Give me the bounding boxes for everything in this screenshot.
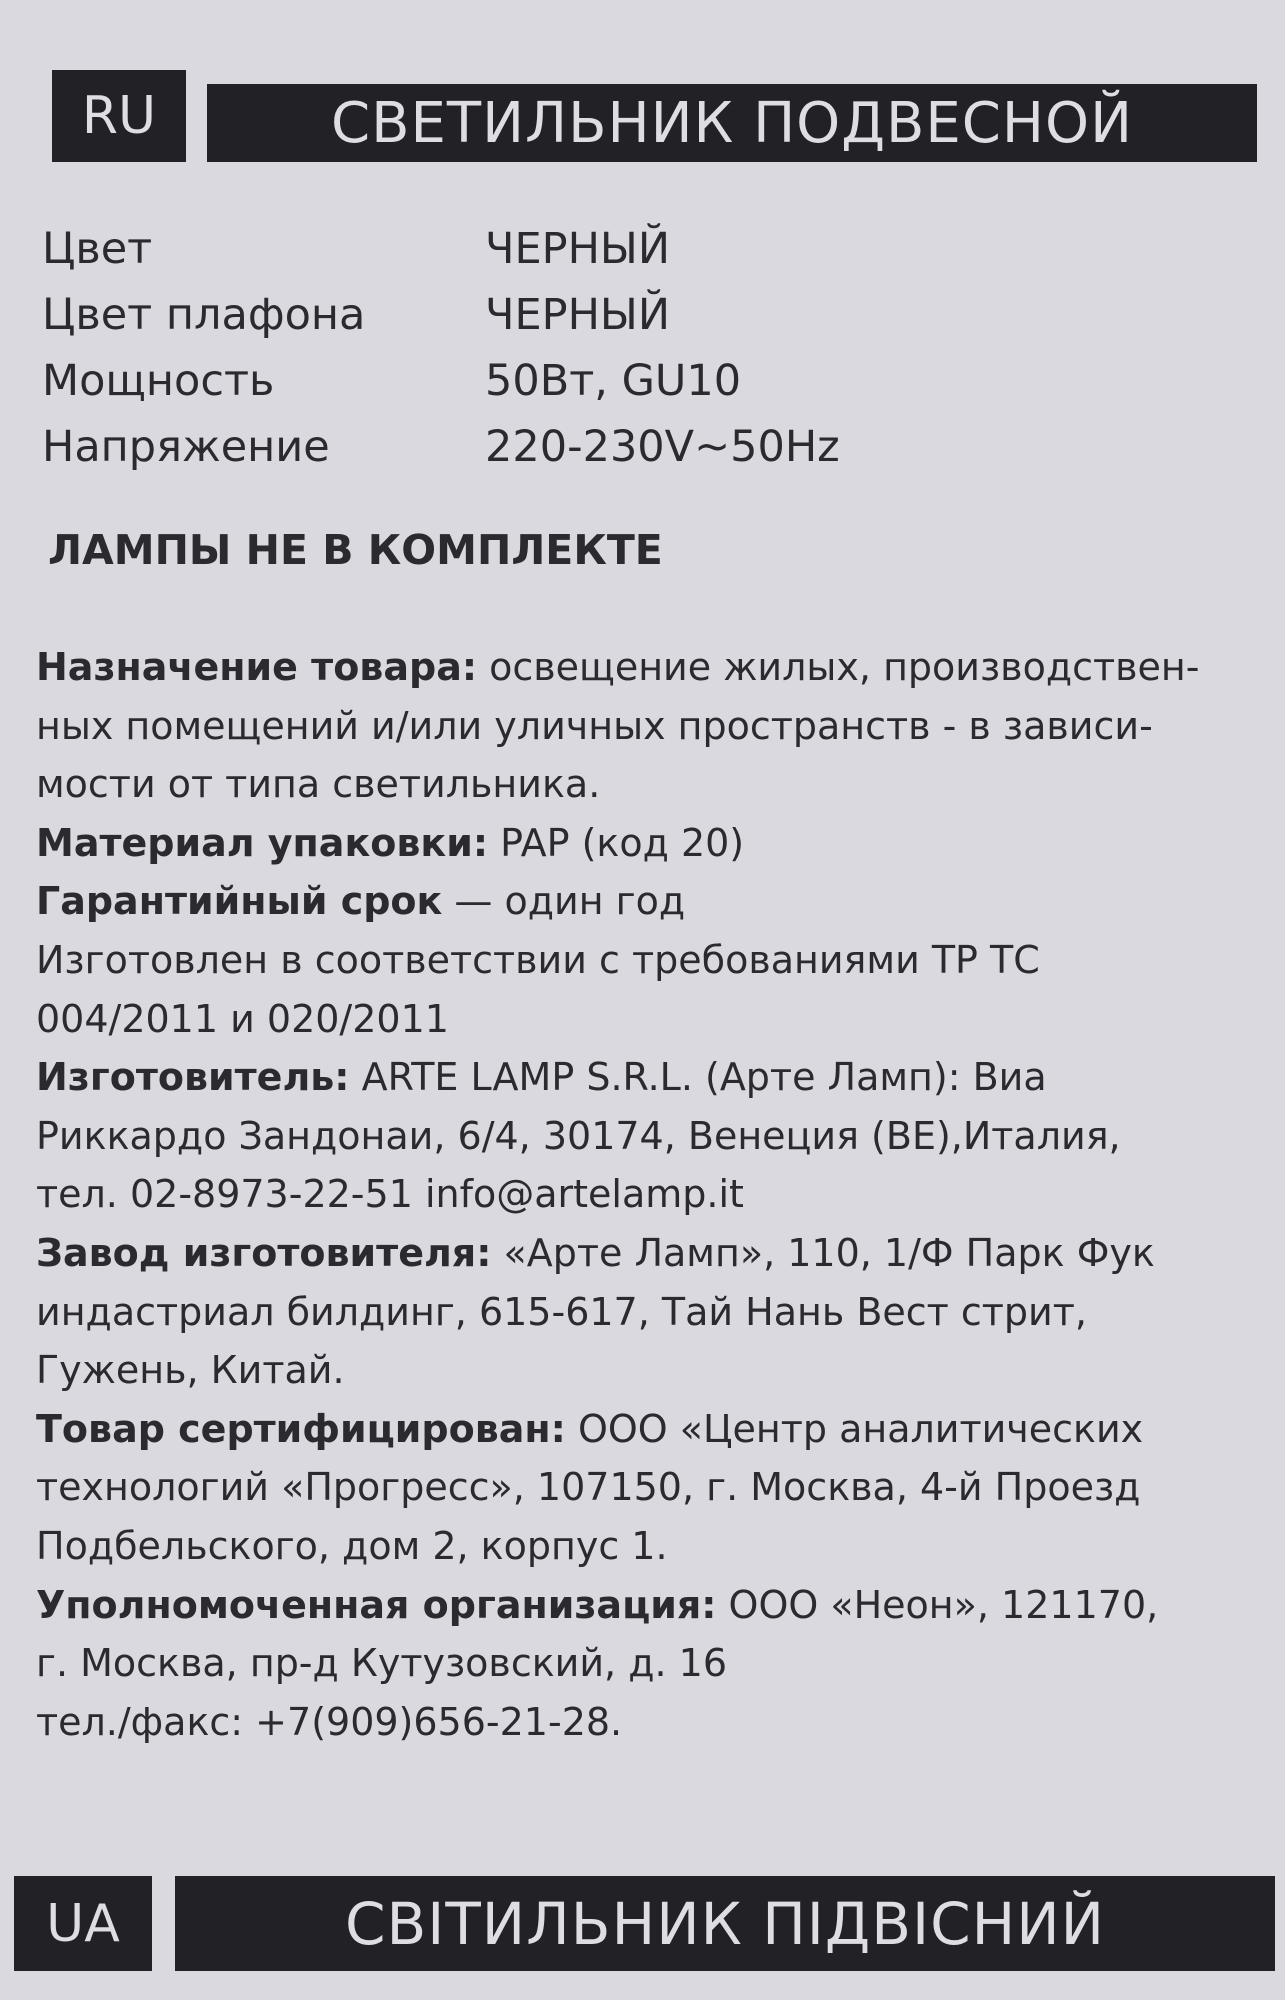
packaging-text: PAP (код 20) <box>488 820 745 865</box>
spec-label: Напряжение <box>42 422 330 472</box>
packaging-label: Материал упаковки: <box>36 820 489 865</box>
spec-row-voltage <box>42 414 840 480</box>
authorized-org-line: г. Москва, пр-д Кутузовский, д. 16 <box>36 1641 727 1686</box>
packaging-paragraph <box>36 814 1256 873</box>
spec-row-color <box>42 216 840 282</box>
purpose-paragraph <box>36 638 1256 814</box>
certification-line: Подбельского, дом 2, корпус 1. <box>36 1523 668 1568</box>
warranty-text: — один год <box>442 879 686 924</box>
section-title-ua: СВІТИЛЬНИК ПІДВІСНИЙ <box>175 1876 1275 1971</box>
factory-line: «Арте Ламп», 110, 1/Ф Парк Фук <box>491 1230 1155 1275</box>
purpose-label: Назначение товара: <box>36 645 478 689</box>
certification-line: ООО «Центр аналитических <box>565 1406 1144 1451</box>
spec-value: 50Вт, GU10 <box>485 356 742 406</box>
spec-value: ЧЕРНЫЙ <box>485 290 671 340</box>
authorized-org-paragraph <box>36 1576 1256 1752</box>
manufacturer-paragraph <box>36 1048 1256 1224</box>
compliance-paragraph <box>36 931 1256 1048</box>
language-badge-ru: RU <box>52 70 186 162</box>
authorized-org-label: Уполномоченная организация: <box>36 1582 717 1627</box>
manufacturer-line: Риккардо Зандонаи, 6/4, 30174, Венеция (ВЕ),Италия, <box>36 1113 1121 1158</box>
section-title-ru: СВЕТИЛЬНИК ПОДВЕСНОЙ <box>207 84 1257 162</box>
spec-row-shade-color <box>42 282 840 348</box>
compliance-line: Изготовлен в соответствии с требованиями ТР ТС <box>36 937 1040 982</box>
spec-table <box>42 216 840 480</box>
factory-line: Гужень, Китай. <box>36 1348 345 1393</box>
spec-label: Цвет плафона <box>42 290 366 340</box>
factory-paragraph <box>36 1224 1256 1400</box>
certification-label: Товар сертифицирован: <box>36 1406 566 1451</box>
spec-value: 220-230V~50Hz <box>485 422 840 472</box>
authorized-org-line: тел./факс: +7(909)656-21-28. <box>36 1699 623 1744</box>
manufacturer-label: Изготовитель: <box>36 1055 350 1100</box>
spec-value: ЧЕРНЫЙ <box>485 224 671 274</box>
purpose-line: ных помещений и/или уличных пространств - в зависи- <box>36 703 1153 748</box>
spec-label: Цвет <box>42 224 153 274</box>
factory-label: Завод изготовителя: <box>36 1230 492 1275</box>
spec-label: Мощность <box>42 356 275 406</box>
authorized-org-line: ООО «Неон», 121170, <box>716 1582 1159 1627</box>
compliance-line: 004/2011 и 020/2011 <box>36 996 449 1041</box>
product-info <box>36 638 1256 1751</box>
manufacturer-line: ARTE LAMP S.R.L. (Арте Ламп): Виа <box>349 1055 1047 1100</box>
manufacturer-line: тел. 02-8973-22-51 info@artelamp.it <box>36 1172 744 1217</box>
certification-line: технологий «Прогресс», 107150, г. Москва, 4-й Проезд <box>36 1465 1141 1510</box>
purpose-line: мости от типа светильника. <box>36 762 601 807</box>
spec-row-power <box>42 348 840 414</box>
lamps-not-included-notice: ЛАМПЫ НЕ В КОМПЛЕКТЕ <box>48 526 663 574</box>
factory-line: индастриал билдинг, 615-617, Тай Нань Вест стрит, <box>36 1289 1087 1334</box>
language-badge-ua: UA <box>14 1876 152 1971</box>
warranty-label: Гарантийный срок <box>36 879 443 924</box>
certification-paragraph <box>36 1400 1256 1576</box>
purpose-line: освещение жилых, производствен- <box>477 645 1200 689</box>
warranty-paragraph <box>36 872 1256 931</box>
